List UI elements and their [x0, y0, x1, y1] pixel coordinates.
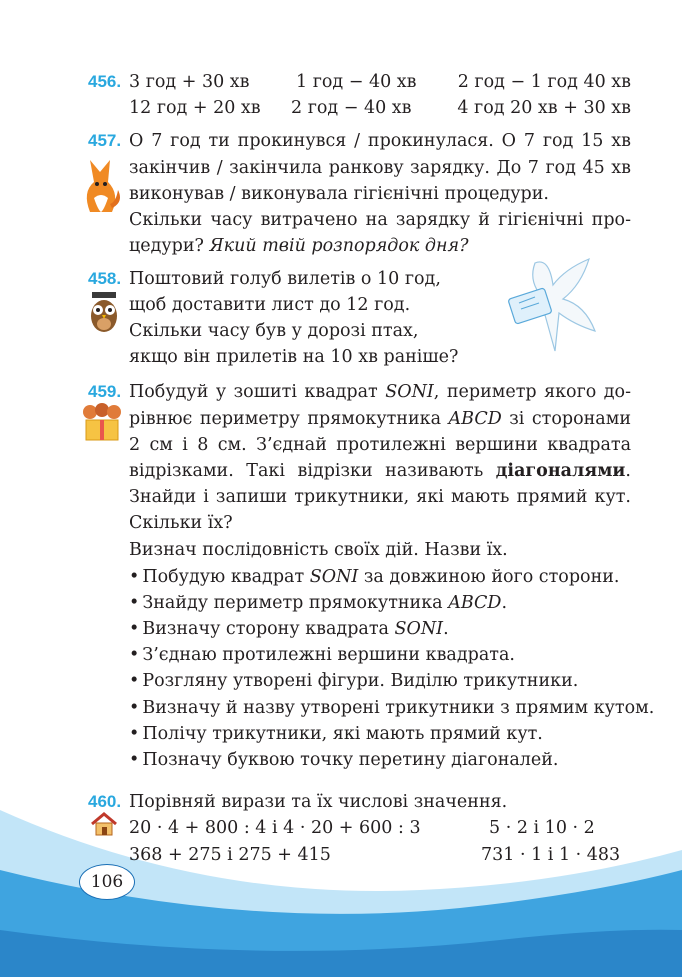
- text-459-line7: Визнач послідовність своїх дій. Назви їх.: [129, 540, 508, 560]
- text-459-line4-a: відрізками. Такі відрізки називають: [129, 461, 484, 481]
- bullet-459-1-a: Побудую квадрат: [142, 567, 305, 587]
- text-458-line2: щоб доставити лист до 12 год.: [129, 295, 411, 315]
- bullet-459-3-c: .: [443, 619, 449, 639]
- expr-456-d: 12 год + 20 хв: [129, 98, 261, 118]
- text-457-line5: [129, 236, 469, 256]
- bullet-459-1-c: за довжиною його сторони.: [363, 567, 620, 587]
- bullet-459-2-c: .: [501, 593, 508, 613]
- text-459-line2-b: ABCD: [448, 409, 502, 429]
- bullet-459-3-b: SONI: [394, 619, 444, 639]
- dove-icon: [505, 255, 600, 355]
- bullet-459-7-mark: •: [129, 724, 140, 744]
- text-459-line2-c: зі сторонами: [509, 409, 631, 429]
- bullet-459-3: [129, 619, 449, 639]
- bullet-459-5: [129, 671, 578, 691]
- task-number-458: 458.: [88, 269, 122, 288]
- text-459-line1: [129, 382, 631, 402]
- text-457-line4: Скільки часу витрачено на зарядку й гігієнічні про-: [129, 210, 631, 230]
- bullet-459-6: [129, 698, 654, 718]
- bullet-459-2: [129, 593, 507, 613]
- text-459-line1-c: , периметр якого до-: [433, 382, 631, 402]
- owl-icon: [86, 290, 122, 334]
- bullet-459-2-mark: •: [129, 593, 140, 613]
- expr-456-a: 3 год + 30 хв: [129, 72, 250, 92]
- text-459-line6: Скільки їх?: [129, 513, 233, 533]
- text-460-intro: Порівняй вирази та їх числові значення.: [129, 792, 508, 812]
- bullet-459-5-mark: •: [129, 671, 140, 691]
- text-458-line4: якщо він прилетів на 10 хв раніше?: [129, 347, 459, 367]
- bullet-459-7-text: Полічу трикутники, які мають прямий кут.: [142, 724, 543, 744]
- text-459-line5: Знайди і запиши трикутники, які мають прямий кут.: [129, 487, 631, 507]
- bullet-459-1: [129, 567, 619, 587]
- expr-460-c: 368 + 275 і 275 + 415: [129, 845, 331, 865]
- bullet-459-4: [129, 645, 515, 665]
- bullet-459-3-a: Визначу сторону квадрата: [142, 619, 389, 639]
- expr-460-d: 731 · 1 і 1 · 483: [481, 845, 621, 865]
- expr-456-c: 2 год − 1 год 40 хв: [457, 72, 631, 92]
- task-number-456: 456.: [88, 72, 122, 91]
- bullet-459-2-a: Знайду периметр прямокутника: [142, 593, 443, 613]
- text-459-line4: [129, 461, 631, 481]
- text-457-line5-plain: цедури?: [129, 236, 204, 256]
- bullet-459-2-b: ABCD: [448, 593, 502, 613]
- expr-456-e: 2 год − 40 хв: [291, 98, 412, 118]
- text-457-question: Який твій розпорядок дня?: [209, 236, 469, 256]
- page-number: 106: [79, 864, 135, 900]
- fox-icon: [80, 152, 122, 216]
- text-459-line1-a: Побудуй у зошиті квадрат: [129, 382, 378, 402]
- bullet-459-5-text: Розгляну утворені фігури. Виділю трикутники.: [142, 671, 579, 691]
- expr-456-f: 4 год 20 хв + 30 хв: [457, 98, 631, 118]
- expr-460-a: 20 · 4 + 800 : 4 і 4 · 20 + 600 : 3: [129, 818, 421, 838]
- text-459-line2: [129, 409, 631, 429]
- expr-460-b: 5 · 2 і 10 · 2: [489, 818, 595, 838]
- bullet-459-4-mark: •: [129, 645, 140, 665]
- bullet-459-8: [129, 750, 559, 770]
- text-458-line1: Поштовий голуб вилетів о 10 год,: [129, 269, 441, 289]
- text-458-line3: Скільки часу був у дорозі птах,: [129, 321, 419, 341]
- bullet-459-3-mark: •: [129, 619, 140, 639]
- bullet-459-1-mark: •: [129, 567, 140, 587]
- text-457-line3: виконував / виконувала гігієнічні процедури.: [129, 184, 549, 204]
- text-459-line4-c: .: [625, 461, 631, 481]
- text-459-line3: 2 см і 8 см. З’єднай протилежні вершини квадрата: [129, 435, 631, 455]
- bullet-459-7: [129, 724, 543, 744]
- text-459-line2-a: рівнює периметру прямокутника: [129, 409, 442, 429]
- bullet-459-8-mark: •: [129, 750, 140, 770]
- bullet-459-1-b: SONI: [309, 567, 359, 587]
- text-457-line1: О 7 год ти прокинувся / прокинулася. О 7 год 15 хв: [129, 131, 631, 151]
- text-457-line2: закінчив / закінчила ранкову зарядку. До 7 год 45 хв: [129, 158, 631, 178]
- bullet-459-6-text: Визначу й назву утворені трикутники з прямим кутом.: [142, 698, 655, 718]
- bullet-459-8-text: Позначу буквою точку перетину діагоналей.: [142, 750, 559, 770]
- house-icon: [90, 812, 118, 836]
- task-number-457: 457.: [88, 131, 122, 150]
- bullet-459-4-text: З’єднаю протилежні вершини квадрата.: [142, 645, 515, 665]
- text-459-line4-b: діагоналями: [495, 461, 626, 481]
- task-number-460: 460.: [88, 792, 122, 811]
- bullet-459-6-mark: •: [129, 698, 140, 718]
- expr-456-b: 1 год − 40 хв: [296, 72, 417, 92]
- text-459-line1-b: SONI: [385, 382, 434, 402]
- task-number-459: 459.: [88, 382, 122, 401]
- kids-icon: [80, 402, 124, 442]
